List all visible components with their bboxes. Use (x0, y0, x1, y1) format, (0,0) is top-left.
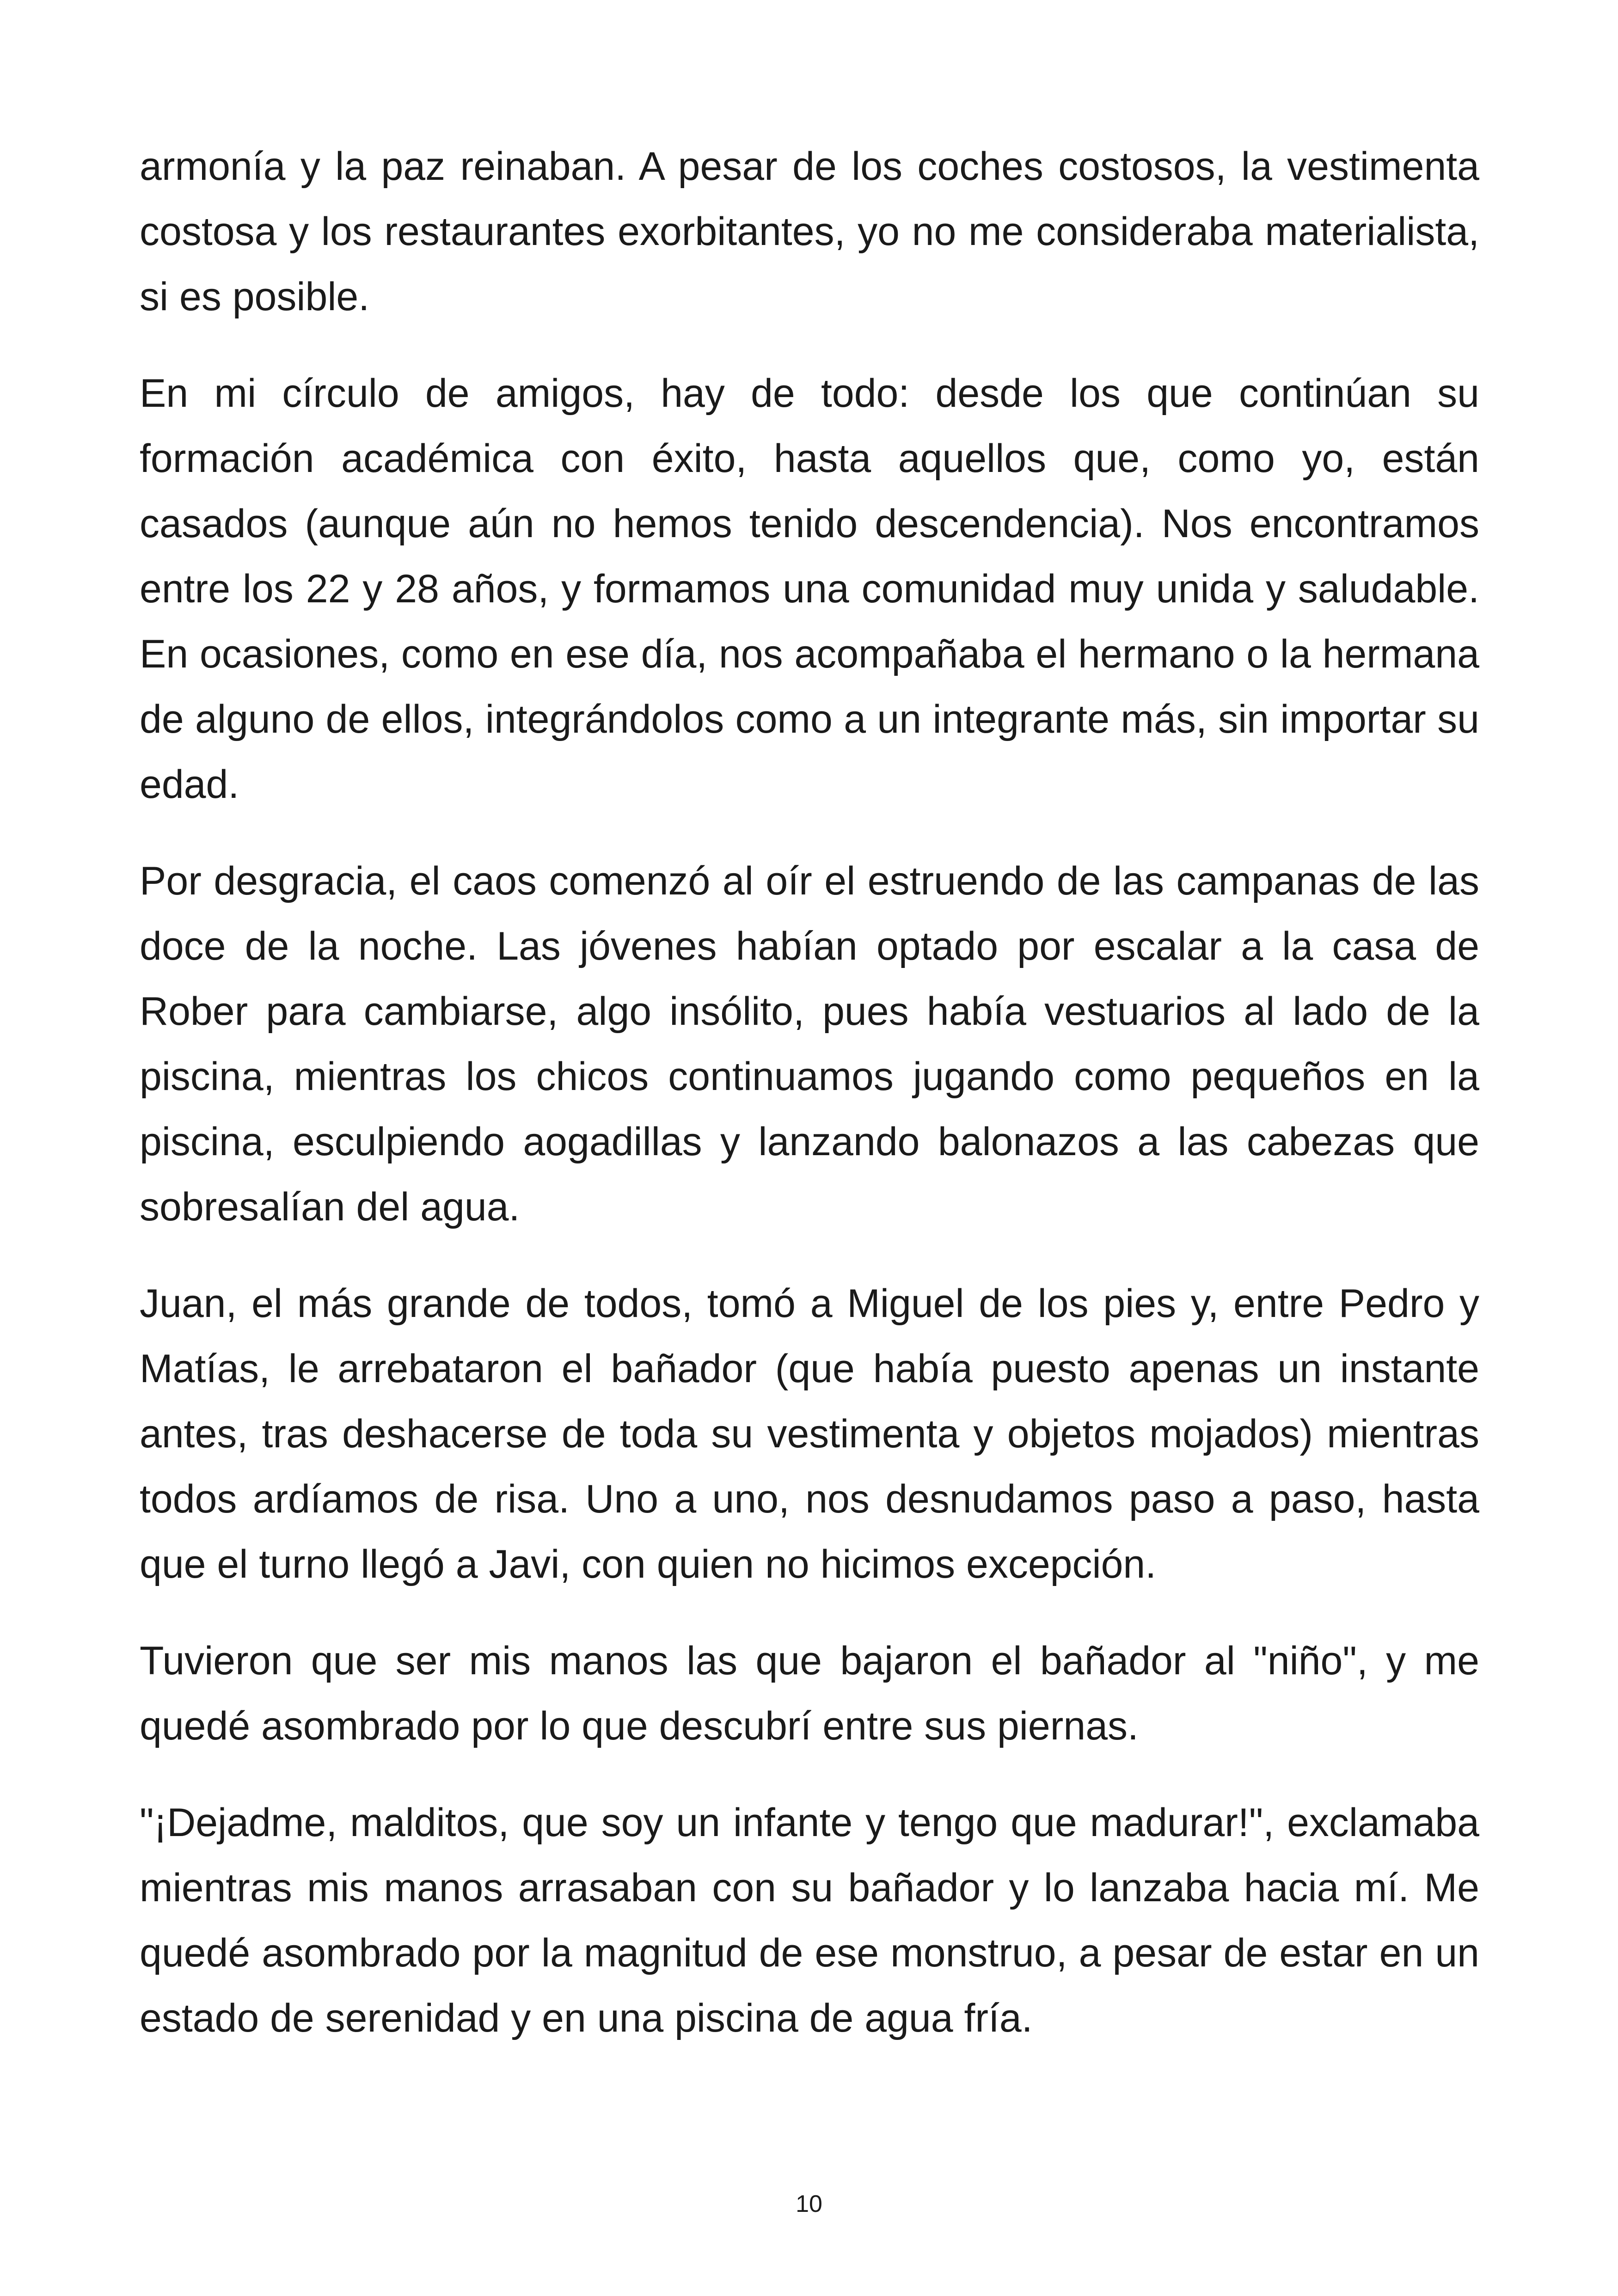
page-number: 10 (796, 2191, 822, 2217)
paragraph-1: armonía y la paz reinaban. A pesar de los coches costosos, la vestimenta costosa y los restaurantes exorbitantes, yo no me consideraba materialista, si es posible. (140, 144, 1479, 319)
paragraph-3: Por desgracia, el caos comenzó al oír el estruendo de las campanas de las doce de la noche. Las jóvenes habían optado por escalar a la casa de Rober para cambiarse, algo insólito, pues había vestuarios al lado de la piscina, mientras los chicos continuamos jugando como pequeños en la piscina, esculpiendo aogadillas y lanzando balonazos a las cabezas que sobresalían del agua. (140, 859, 1479, 1229)
paragraph-5: Tuvieron que ser mis manos las que bajaron el bañador al "niño", y me quedé asombrado por lo que descubrí entre sus piernas. (140, 1639, 1479, 1748)
body-text (140, 134, 1479, 2082)
paragraph-2: En mi círculo de amigos, hay de todo: desde los que continúan su formación académica con éxito, hasta aquellos que, como yo, están casados (aunque aún no hemos tenido descendencia). Nos encontramos entre los 22 y 28 años, y formamos una comunidad muy unida y saludable. En ocasiones, como en ese día, nos acompañaba el hermano o la hermana de alguno de ellos, integrándolos como a un integrante más, sin importar su edad. (140, 371, 1479, 807)
paragraph-6: "¡Dejadme, malditos, que soy un infante y tengo que madurar!", exclamaba mientras mis manos arrasaban con su bañador y lo lanzaba hacia mí. Me quedé asombrado por la magnitud de ese monstruo, a pesar de estar en un estado de serenidad y en una piscina de agua fría. (140, 1800, 1479, 2040)
paragraph-4: Juan, el más grande de todos, tomó a Miguel de los pies y, entre Pedro y Matías, le arrebataron el bañador (que había puesto apenas un instante antes, tras deshacerse de toda su vestimenta y objetos mojados) mientras todos ardíamos de risa. Uno a uno, nos desnudamos paso a paso, hasta que el turno llegó a Javi, con quien no hicimos excepción. (140, 1281, 1479, 1586)
